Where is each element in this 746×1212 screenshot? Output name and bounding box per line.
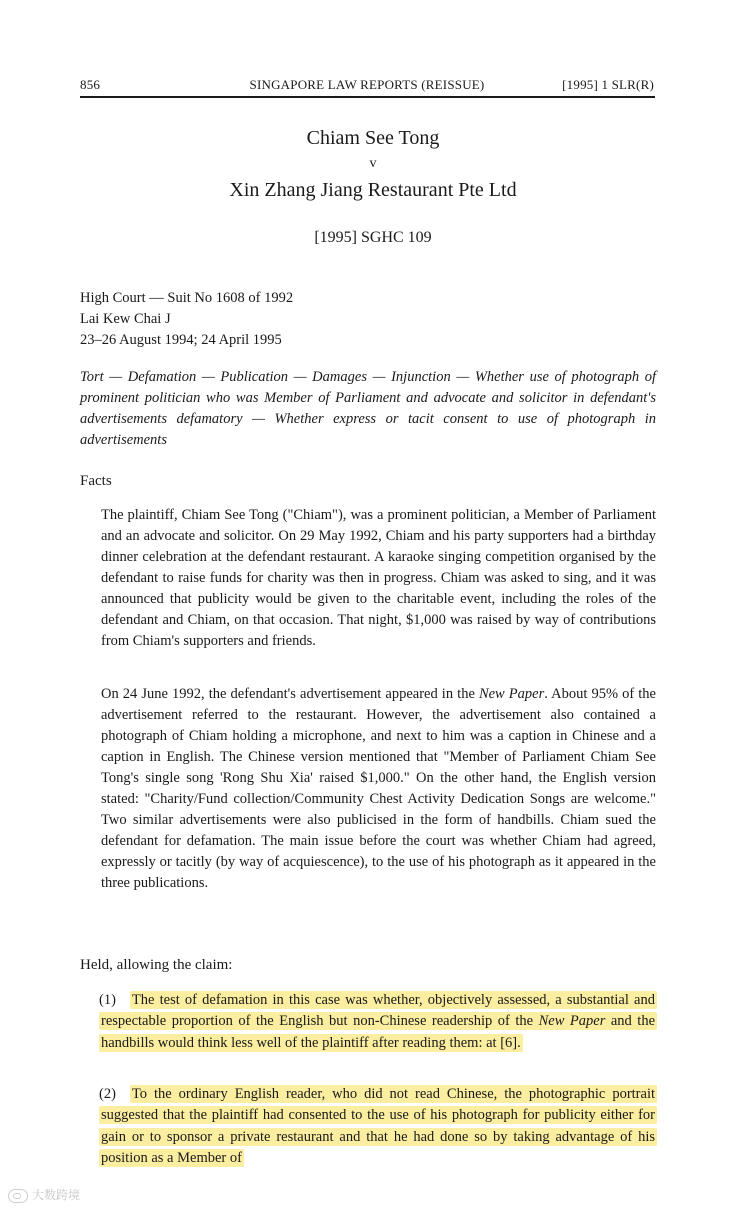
- facts-paragraph-2: [101, 684, 656, 894]
- plaintiff-name: Chiam See Tong: [306, 127, 440, 149]
- facts-paragraph-2-part-a: On 24 June 1992, the defendant's advertisement appeared in the: [101, 686, 479, 702]
- catchwords-lead: Tort: [80, 369, 104, 385]
- held-item-1: [99, 990, 657, 1054]
- held-item-2: [99, 1084, 657, 1174]
- report-citation: [1995] 1 SLR(R): [562, 77, 654, 92]
- report-series-title: SINGAPORE LAW REPORTS (REISSUE): [249, 77, 485, 92]
- facts-paragraph-2-part-b: . About 95% of the advertisement referred to the restaurant. However, the advertisement also contained a photograph of Chiam holding a microphone, and next to him was a caption in Chinese and a caption in English. The Chinese version mentioned that "Member of Parliament Chiam See Tong's single song 'Rong Shu Xia' raised $1,000." On the other hand, the English version stated: "Charity/Fund collection/Community Chest Activity Dedication Songs are welcome." Two similar advertisements were also publicised in the form of handbills. Chiam sued the defendant for defamation. The main issue before the court was whether Chiam had agreed, expressly or tacitly (by way of acquiescence), to the use of his photograph as it appeared in the three publications.: [101, 686, 656, 891]
- court-suit: High Court — Suit No 1608 of 1992: [80, 290, 294, 306]
- defendant-name: Xin Zhang Jiang Restaurant Pte Ltd: [229, 179, 517, 201]
- catchwords: [80, 367, 656, 451]
- judge-name: Lai Kew Chai J: [80, 311, 171, 327]
- held-item-number: (2): [99, 1086, 116, 1102]
- watermark-logo-icon: [8, 1189, 28, 1203]
- publication-name: New Paper: [478, 686, 545, 702]
- held-item-1-part-a: The test of defamation in this case was whether, objectively assessed, a substantial and respectable proportion of the English but non-Chinese readership of the: [101, 992, 655, 1030]
- facts-heading: Facts: [80, 473, 112, 489]
- neutral-citation: [1995] SGHC 109: [314, 229, 432, 246]
- highlighted-text: [99, 991, 657, 1052]
- held-item-1-part-b: and the handbills would think less well of the plaintiff after reading them: at [6].: [101, 1013, 656, 1051]
- running-header: [80, 77, 654, 95]
- held-item-number: (1): [99, 992, 116, 1008]
- hearing-dates: 23–26 August 1994; 24 April 1995: [80, 332, 282, 348]
- page-number: 856: [80, 77, 101, 92]
- publication-name: New Paper: [538, 1013, 606, 1030]
- versus: v: [369, 156, 377, 171]
- catchwords-text: — Defamation — Publication — Damages — Injunction — Whether use of photograph of prominent politician who was Member of Parliament and advocate and solicitor in defendant's advertisements defamatory — Whether express or tacit consent to use of photograph in advertisements: [80, 369, 656, 448]
- watermark-text: 大数跨境: [32, 1188, 81, 1202]
- watermark: [8, 1186, 80, 1203]
- facts-paragraph-1: The plaintiff, Chiam See Tong ("Chiam"), was a prominent politician, a Member of Parliament and an advocate and solicitor. On 29 May 1992, Chiam and his party supporters had a birthday dinner celebration at the defendant restaurant. A karaoke singing competition organised by the defendant to raise funds for charity was then in progress. Chiam was asked to sing, and it was announced that publicity would be given to the charitable event, including the roles of the defendant and Chiam, on that occasion. That night, $1,000 was raised by way of contributions from Chiam's supporters and friends.: [101, 507, 656, 649]
- header-rule: [80, 96, 655, 98]
- highlighted-text: To the ordinary English reader, who did not read Chinese, the photographic portrait suggested that the plaintiff had consented to the use of his photograph for publicity either for gain or to sponsor a private restaurant and that he had done so by taking advantage of his position as a Member of: [101, 1086, 655, 1166]
- held-heading: Held, allowing the claim:: [80, 957, 233, 973]
